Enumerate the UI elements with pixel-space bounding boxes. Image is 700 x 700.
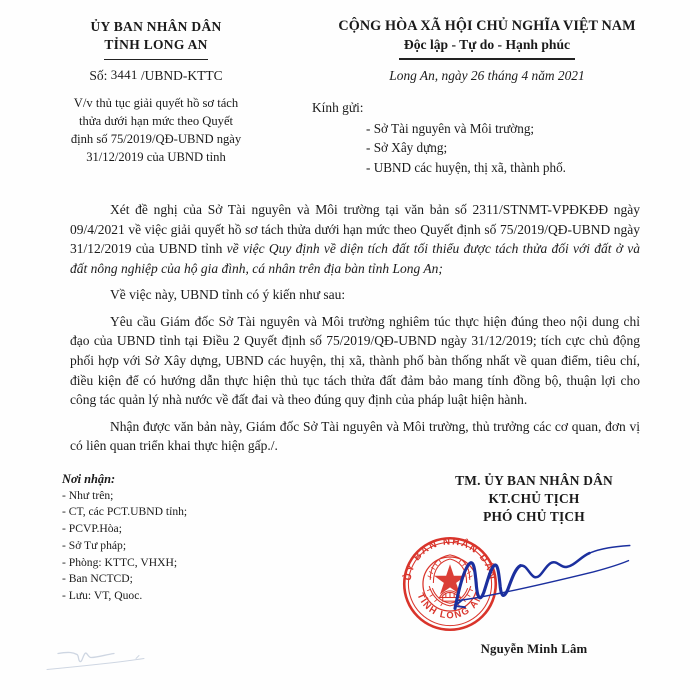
recipient-label: Kính gửi: bbox=[312, 99, 364, 115]
document-header bbox=[0, 0, 700, 178]
document-number-suffix: /UBND-KTTC bbox=[140, 68, 223, 84]
body-paragraph-1-plain: Xét đề nghị của Sở Tài nguyên và Môi trường tại văn bản số 2311/STNMT-VPĐKĐĐ ngày 09/4/2021 về việc giải quyết hồ sơ tách thửa dưới hạn mức theo Quyết định số 75/2019/QĐ-UBND ngày 31/12/2019 của UBND tỉnh bbox=[70, 202, 640, 257]
distribution-item: - Ban NCTCD; bbox=[62, 572, 133, 586]
distribution-item: - Lưu: VT, Quoc. bbox=[62, 588, 143, 602]
national-motto: Độc lập - Tự do - Hạnh phúc bbox=[403, 37, 571, 52]
distribution-list bbox=[62, 488, 392, 605]
document-subject bbox=[22, 95, 290, 167]
distribution-item: - Phòng: KTTC, VHXH; bbox=[62, 555, 178, 569]
distribution-block bbox=[62, 472, 392, 605]
distribution-item: - Sở Tư pháp; bbox=[62, 538, 127, 552]
national-heading-block bbox=[290, 18, 678, 178]
signature-title-line1: TM. ỦY BAN NHÂN DÂN bbox=[455, 472, 613, 488]
body-paragraph-1-italic: về việc Quy định về diện tích đất tối thiểu được tách thửa đối với đất ở và đất nông nghiệp của hộ gia đình, cá nhân trên địa bàn tỉnh Long An; bbox=[70, 241, 640, 276]
recipient-item: - UBND các huyện, thị xã, thành phố. bbox=[366, 160, 566, 176]
header-divider-left bbox=[104, 59, 208, 61]
svg-text:ỦY BAN NHÂN DÂN: ỦY BAN NHÂN DÂN bbox=[402, 535, 498, 582]
distribution-item: - CT, các PCT.UBND tỉnh; bbox=[62, 505, 188, 519]
recipient-item: - Sở Xây dựng; bbox=[366, 140, 448, 156]
header-divider-right bbox=[399, 58, 575, 60]
body-paragraph-2: Về việc này, UBND tỉnh có ý kiến như sau: bbox=[110, 287, 346, 303]
subject-line-2: thửa dưới hạn mức theo Quyết bbox=[78, 113, 234, 128]
recipient-list bbox=[312, 119, 678, 178]
organization-name bbox=[22, 18, 290, 54]
signature-title-line2: KT.CHỦ TỊCH bbox=[488, 490, 580, 506]
signature-title-line3: PHÓ CHỦ TỊCH bbox=[483, 508, 585, 524]
reviewer-initial-mark bbox=[38, 640, 188, 686]
document-number bbox=[22, 67, 290, 85]
document-body bbox=[0, 200, 700, 456]
distribution-item: - PCVP.Hòa; bbox=[62, 522, 122, 536]
body-paragraph-1 bbox=[70, 200, 640, 278]
recipient-block bbox=[296, 98, 678, 179]
distribution-item: - Như trên; bbox=[62, 488, 114, 502]
distribution-title: Nơi nhận: bbox=[62, 471, 116, 486]
organization-name-line2: TỈNH LONG AN bbox=[104, 36, 208, 52]
body-paragraph-4: Nhận được văn bản này, Giám đốc Sở Tài nguyên và Môi trường, thủ trưởng các cơ quan, đơn vị có liên quan triển khai thực hiện gấp./. bbox=[70, 418, 640, 454]
handwritten-signature bbox=[448, 538, 638, 626]
recipient-item: - Sở Tài nguyên và Môi trường; bbox=[366, 120, 535, 136]
place-and-date: Long An, ngày 26 tháng 4 năm 2021 bbox=[389, 67, 585, 83]
subject-line-3: định số 75/2019/QĐ-UBND ngày bbox=[70, 131, 242, 146]
organization-name-line1: ỦY BAN NHÂN DÂN bbox=[90, 19, 222, 34]
nation-name: CỘNG HÒA XÃ HỘI CHỦ NGHĨA VIỆT NAM bbox=[338, 18, 636, 34]
signature-block bbox=[392, 472, 682, 657]
document-footer bbox=[0, 472, 700, 657]
signature-title bbox=[392, 472, 676, 526]
svg-text:TỈNH LONG AN: TỈNH LONG AN bbox=[415, 591, 485, 621]
body-paragraph-3: Yêu cầu Giám đốc Sở Tài nguyên và Môi trường nghiêm túc thực hiện đúng theo nội dung chỉ đạo của UBND tỉnh tại Điều 2 Quyết định số 75/2019/QĐ-UBND ngày 31/12/2019; tích cực chủ động phối hợp với Sở Xây dựng, UBND các huyện, thị xã, thành phố bàn thống nhất về quan điểm, tiêu chí, điều kiện để có hướng dẫn thực hiện thủ tục tách thửa đất đảm bảo mang tính đồng bộ, thuận lợi cho công tác quản lý nhà nước về đất đai và theo đúng quy định của pháp luật hiện hành. bbox=[70, 313, 640, 408]
subject-line-1: V/v thủ tục giải quyết hồ sơ tách bbox=[73, 96, 239, 111]
signer-name: Nguyễn Minh Lâm bbox=[480, 641, 588, 656]
document-number-value: 3441 bbox=[110, 66, 138, 82]
seal-and-signature-area bbox=[392, 528, 676, 646]
subject-line-4: 31/12/2019 của UBND tỉnh bbox=[86, 149, 226, 164]
document-number-prefix: Số: bbox=[89, 68, 108, 84]
issuing-authority-block bbox=[22, 18, 290, 167]
